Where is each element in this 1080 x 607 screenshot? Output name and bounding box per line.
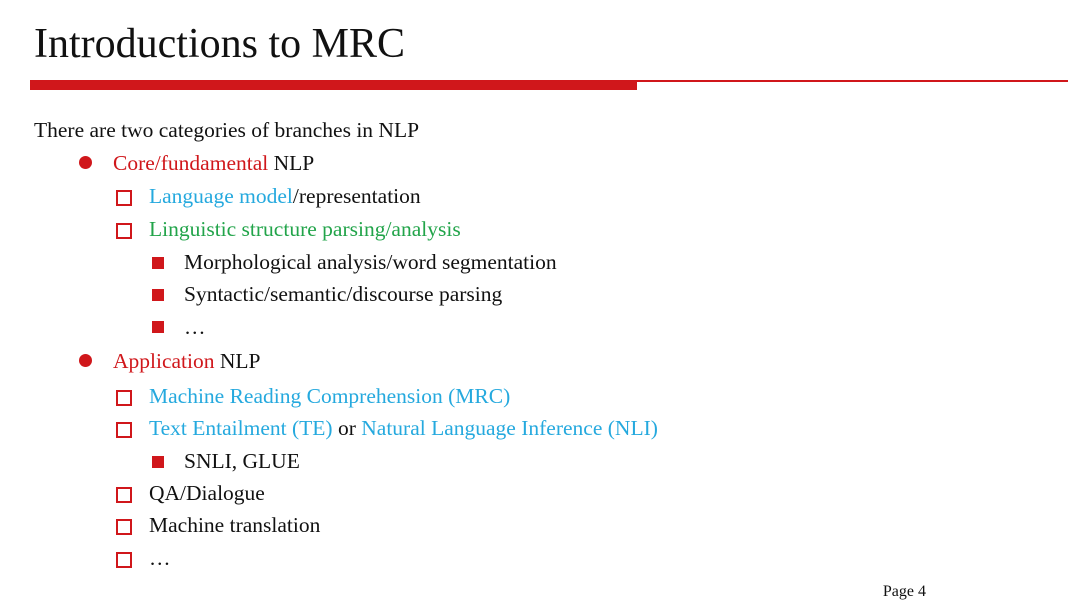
item-machine-translation: Machine translation (149, 513, 321, 537)
title-underline-thin (637, 80, 1068, 82)
slide-title: Introductions to MRC (34, 21, 406, 67)
title-underline-thick (30, 80, 637, 90)
item-nli-term: Natural Language Inference (NLI) (361, 416, 658, 440)
item-language-model (149, 180, 421, 212)
square-bullet-icon (152, 257, 164, 269)
item-language-model-term: Language model (149, 184, 293, 208)
section-core-rest: NLP (268, 151, 315, 175)
checkbox-bullet-icon (116, 422, 132, 438)
item-ellipsis: … (149, 546, 171, 570)
bullet-dot-icon (79, 156, 92, 169)
checkbox-bullet-icon (116, 223, 132, 239)
checkbox-bullet-icon (116, 390, 132, 406)
subitem-syntactic: Syntactic/semantic/discourse parsing (184, 282, 503, 306)
section-application-term: Application (113, 349, 215, 373)
intro-text: There are two categories of branches in NLP (34, 118, 420, 142)
section-core-term: Core/fundamental (113, 151, 269, 175)
checkbox-bullet-icon (116, 519, 132, 535)
item-te-connector: or (332, 416, 362, 440)
square-bullet-icon (152, 456, 164, 468)
item-qa-dialogue: QA/Dialogue (149, 481, 265, 505)
square-bullet-icon (152, 321, 164, 333)
page-number: Page 4 (882, 583, 926, 600)
checkbox-bullet-icon (116, 552, 132, 568)
section-application (113, 345, 261, 377)
item-te-nli (149, 412, 658, 444)
item-te-term: Text Entailment (TE) (149, 416, 333, 440)
subitem-ellipsis: … (184, 315, 206, 339)
section-application-rest: NLP (214, 349, 261, 373)
item-mrc (149, 380, 510, 412)
item-mrc-term: Machine Reading Comprehension (MRC) (149, 384, 511, 408)
item-language-model-rest: /representation (292, 184, 421, 208)
checkbox-bullet-icon (116, 487, 132, 503)
square-bullet-icon (152, 289, 164, 301)
section-core (113, 147, 314, 179)
bullet-dot-icon (79, 354, 92, 367)
item-linguistic-parsing (149, 213, 461, 245)
item-linguistic-parsing-term: Linguistic structure parsing/analysis (149, 217, 461, 241)
subitem-snli-glue: SNLI, GLUE (184, 449, 300, 473)
checkbox-bullet-icon (116, 190, 132, 206)
subitem-morphological: Morphological analysis/word segmentation (184, 250, 557, 274)
